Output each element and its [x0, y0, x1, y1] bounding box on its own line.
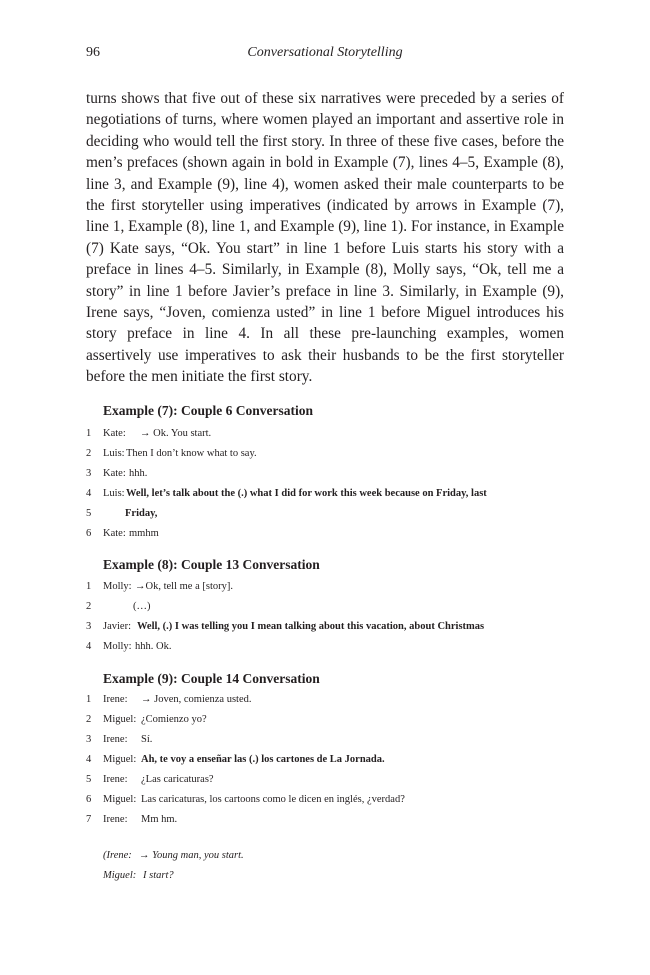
running-title: Conversational Storytelling — [247, 45, 403, 60]
line-number: 5 — [86, 774, 92, 785]
line-number: 3 — [86, 734, 92, 745]
line-number: 1 — [86, 694, 92, 705]
speaker-label: Kate: — [103, 468, 126, 479]
utterance-text: hhh. Ok. — [135, 641, 172, 652]
utterance-text: Ah, te voy a enseñar las (.) los cartones de La Jornada. — [141, 754, 385, 765]
utterance-text: Well, (.) I was telling you I mean talking about this vacation, about Christmas — [137, 621, 485, 632]
utterance-text: ¿Las caricaturas? — [141, 774, 214, 785]
utterance-text: Then I don’t know what to say. — [126, 448, 257, 459]
example-heading: Example (8): Couple 13 Conversation — [103, 557, 320, 572]
utterance-text: Mm hm. — [141, 814, 178, 825]
line-number: 6 — [86, 794, 92, 805]
line-number: 5 — [86, 508, 92, 519]
body-paragraph: turns shows that five out of these six narratives were preceded by a series of negotiations of turns, where women played an important and assertive role in deciding who would tell the first story. In three of these five cases, before the men’s prefaces (shown again in bold in Example (7), lines 4–5, Example (8), line 3, and Example (9), line 4), women asked their male counterparts to be the first storyteller using imperatives (indicated by arrows in Example (7), line 1, Example (8), line 1, and Example (9), line 1). For instance, in Example (7) Kate says, “Ok. You start” in line 1 before Luis starts his story with a preface in lines 4–5. Similarly, in Example (8), Molly says, “Ok, tell me a story” in line 1 before Javier’s preface in line 3. Similarly, in Example (9), Irene says, “Joven, comienza usted” in line 1 before Miguel introduces his story preface in line 4. In all these pre-launching examples, women assertively use imperatives to ask their husbands to be the first storyteller before the men initiate the first story. — [86, 90, 564, 386]
speaker-label: Molly: — [103, 581, 132, 592]
page-number: 96 — [86, 45, 100, 60]
line-number: 4 — [86, 488, 92, 499]
speaker-label: Luis: — [103, 448, 125, 459]
translation-speaker: (Irene: — [103, 850, 132, 861]
speaker-label: Kate: — [103, 528, 126, 539]
utterance-text: mmhm — [129, 528, 159, 539]
example-heading: Example (9): Couple 14 Conversation — [103, 671, 320, 686]
utterance-text: Sí. — [141, 734, 153, 745]
line-number: 3 — [86, 468, 92, 479]
speaker-label: Luis: — [103, 488, 125, 499]
utterance-text: hhh. — [129, 468, 148, 479]
utterance-text: Friday, — [125, 508, 158, 519]
line-number: 2 — [86, 448, 92, 459]
speaker-label: Miguel: — [103, 714, 137, 725]
line-number: 4 — [86, 641, 92, 652]
line-number: 3 — [86, 621, 92, 632]
speaker-label: Molly: — [103, 641, 132, 652]
line-number: 1 — [86, 581, 92, 592]
speaker-label: Javier: — [103, 621, 131, 632]
line-number: 1 — [86, 428, 92, 439]
utterance-text: → Joven, comienza usted. — [141, 694, 252, 705]
translation-text: → Young man, you start. — [139, 850, 244, 861]
utterance-text: →Ok, tell me a [story]. — [135, 581, 233, 592]
speaker-label: Kate: — [103, 428, 126, 439]
line-number: 6 — [86, 528, 92, 539]
utterance-text: → Ok. You start. — [140, 428, 212, 439]
utterance-text: Well, let’s talk about the (.) what I did for work this week because on Friday, last — [126, 488, 487, 499]
utterance-text: (…) — [133, 601, 151, 612]
line-number: 2 — [86, 714, 92, 725]
speaker-label: Irene: — [103, 734, 128, 745]
speaker-label: Miguel: — [103, 754, 137, 765]
utterance-text: ¿Comienzo yo? — [141, 714, 207, 725]
utterance-text: Las caricaturas, los cartoons como le dicen en inglés, ¿verdad? — [141, 794, 405, 805]
speaker-label: Irene: — [103, 694, 128, 705]
line-number: 4 — [86, 754, 92, 765]
line-number: 7 — [86, 814, 92, 825]
translation-speaker: Miguel: — [103, 870, 137, 881]
speaker-label: Irene: — [103, 774, 128, 785]
speaker-label: Irene: — [103, 814, 128, 825]
translation-text: I start? — [143, 870, 174, 881]
line-number: 2 — [86, 601, 92, 612]
example-heading: Example (7): Couple 6 Conversation — [103, 403, 313, 418]
speaker-label: Miguel: — [103, 794, 137, 805]
